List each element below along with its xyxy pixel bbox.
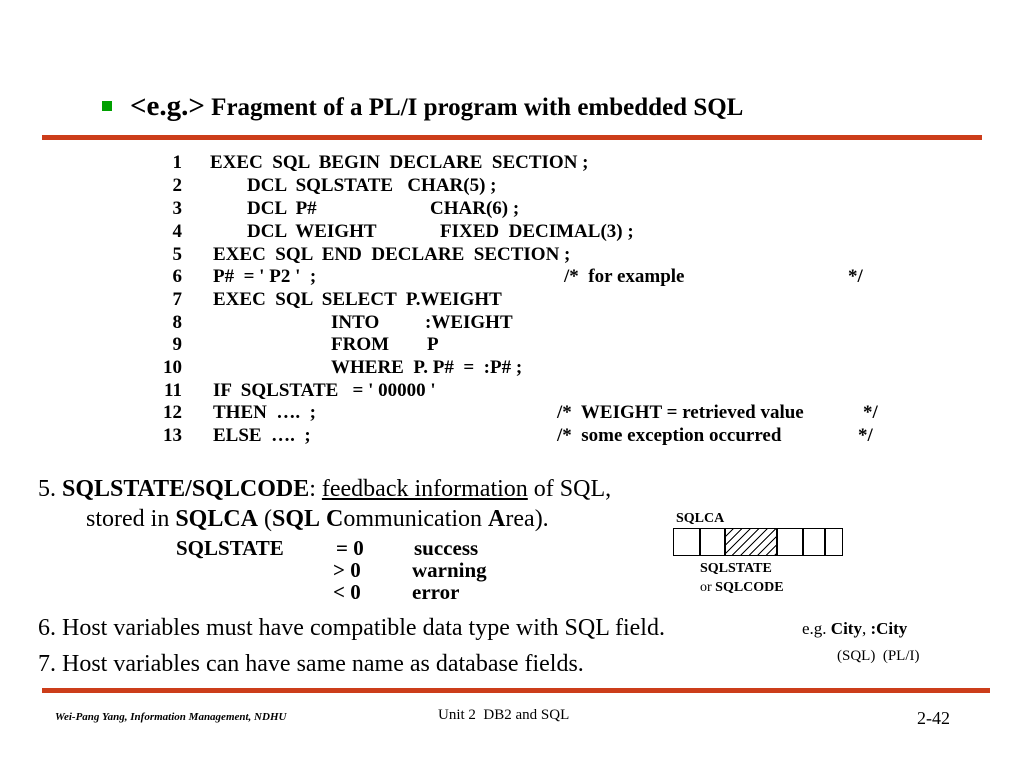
area-rest: rea). <box>505 506 549 532</box>
code-line: THEN …. ; <box>213 402 316 423</box>
code-line: EXEC SQL END DECLARE SECTION ; <box>213 244 571 265</box>
sqlca-diagram-label: SQLCA <box>676 511 725 526</box>
sqlca-divider <box>776 529 778 555</box>
sqlstate-meaning: warning <box>412 558 487 582</box>
code-comment-end: */ <box>848 266 863 287</box>
line-number: 3 <box>172 198 182 219</box>
code-comment: /* WEIGHT = retrieved value <box>557 402 804 423</box>
sqlstate-op: < 0 <box>333 580 361 604</box>
colon: : <box>309 476 316 502</box>
line-number: 8 <box>172 312 182 333</box>
slide-title <box>130 90 743 123</box>
code-line: FROM <box>331 334 390 355</box>
code-comment-end: */ <box>858 425 873 446</box>
item-6: 6. Host variables must have compatible data type with SQL field. <box>38 615 665 641</box>
item-7: 7. Host variables can have same name as database fields. <box>38 651 584 677</box>
code-line: P <box>427 334 439 355</box>
caption-sqlcode: SQLCODE <box>715 580 784 595</box>
code-line: WHERE P. P# = :P# ; <box>331 357 523 378</box>
item-5-line-2 <box>86 506 549 533</box>
code-line: EXEC SQL SELECT P.WEIGHT <box>213 289 502 310</box>
line-number: 6 <box>172 266 182 287</box>
line2-pre: stored in <box>86 506 170 532</box>
sqlca-divider <box>802 529 804 555</box>
code-comment: /* some exception occurred <box>557 425 782 446</box>
code-line: P# = ' P2 ' ; <box>213 266 317 287</box>
sqlca-caption-sqlcode <box>700 580 784 596</box>
sqlstate-op: > 0 <box>333 558 361 582</box>
line-number: 11 <box>164 380 182 401</box>
code-line: DCL P# <box>247 198 317 219</box>
caption-or: or <box>700 580 712 595</box>
line-number: 5 <box>172 244 182 265</box>
code-line: FIXED DECIMAL(3) ; <box>440 221 634 242</box>
line-number: 4 <box>172 221 182 242</box>
code-line: INTO <box>331 312 380 333</box>
code-line: DCL SQLSTATE CHAR(5) ; <box>247 175 497 196</box>
sql-letters: SQL <box>272 506 321 532</box>
footer-unit: Unit 2 DB2 and SQL <box>438 707 570 723</box>
feedback-information-text: feedback information <box>321 476 528 502</box>
sqlca-term: SQLCA <box>175 506 259 532</box>
footer-page-number: 2-42 <box>917 708 950 728</box>
sqlstate-op: = 0 <box>336 536 364 560</box>
line-number: 2 <box>172 175 182 196</box>
bottom-rule <box>42 688 990 693</box>
line-number: 13 <box>163 425 182 446</box>
item-6-example <box>802 619 907 639</box>
c-letter: C <box>326 506 344 532</box>
line-number: 7 <box>172 289 182 310</box>
city-sql: City <box>830 619 862 638</box>
title-text: Fragment of a PL/I program with embedded SQL <box>211 94 744 121</box>
code-line: DCL WEIGHT <box>247 221 377 242</box>
city-pli: :City <box>870 619 908 638</box>
item-5-line-1 <box>38 476 611 503</box>
sqlstate-label: SQLSTATE <box>176 536 284 560</box>
sqlca-divider <box>724 529 726 555</box>
code-line: :WEIGHT <box>425 312 513 333</box>
sqlca-divider <box>699 529 701 555</box>
code-line: ELSE …. ; <box>213 425 311 446</box>
a-letter: A <box>488 506 506 532</box>
line-number: 1 <box>172 152 182 173</box>
comma: , <box>861 619 867 638</box>
line-number: 10 <box>163 357 182 378</box>
sqlstate-meaning: success <box>414 536 479 560</box>
eg-label: e.g. <box>802 619 827 638</box>
code-comment-end: */ <box>863 402 878 423</box>
code-comment: /* for example <box>564 266 685 287</box>
line-number: 9 <box>172 334 182 355</box>
top-rule <box>42 135 982 140</box>
item-rest: of SQL, <box>533 476 612 502</box>
item-term: SQLSTATE/SQLCODE <box>62 476 310 502</box>
line-number: 12 <box>163 402 182 423</box>
paren: ( <box>264 506 273 532</box>
sqlstate-field-hatch <box>724 529 776 555</box>
sqlca-caption-sqlstate: SQLSTATE <box>700 561 772 576</box>
sqlca-diagram-box <box>673 528 843 556</box>
item-6-example-note: (SQL) (PL/I) <box>837 648 920 664</box>
sqlca-divider <box>824 529 826 555</box>
code-line: IF SQLSTATE = ' 00000 ' <box>213 380 436 401</box>
communication-rest: ommunication <box>343 506 483 532</box>
footer-author: Wei-Pang Yang, Information Management, NDHU <box>55 711 287 723</box>
title-eg: <e.g.> <box>130 90 205 122</box>
code-line: CHAR(6) ; <box>430 198 520 219</box>
item-number: 5. <box>38 476 56 502</box>
sqlstate-meaning: error <box>412 580 460 604</box>
title-bullet <box>102 101 112 111</box>
code-line: EXEC SQL BEGIN DECLARE SECTION ; <box>210 152 589 173</box>
